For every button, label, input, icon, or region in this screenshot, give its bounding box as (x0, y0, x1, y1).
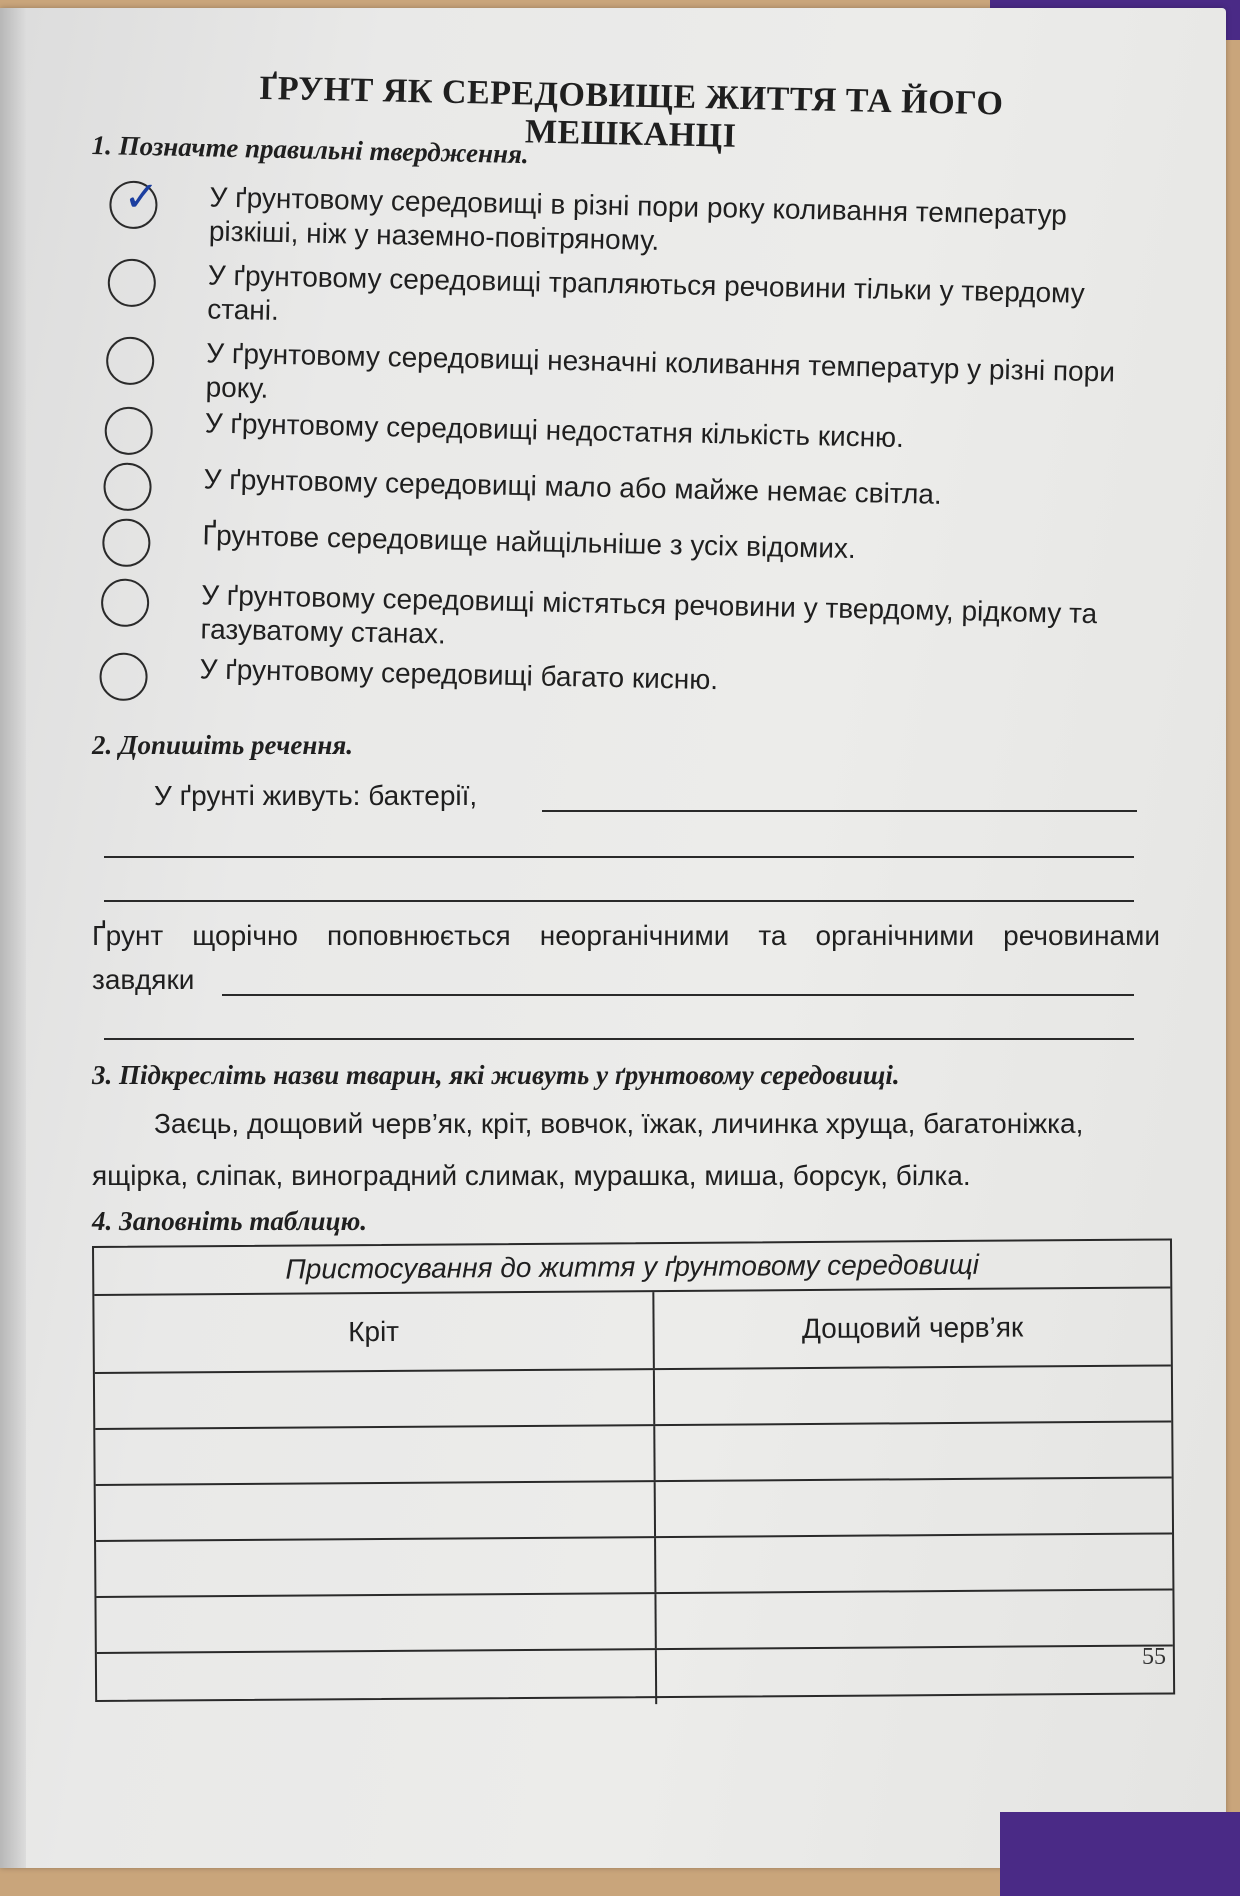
table-cell[interactable] (96, 1482, 656, 1540)
task3-heading: 3. Підкресліть назви тварин, які живуть у ґрунтовому середовищі. (92, 1060, 900, 1090)
table-cell[interactable] (656, 1590, 1172, 1648)
answer-circle[interactable] (106, 336, 155, 385)
table-cell[interactable] (656, 1478, 1172, 1536)
task1-heading: 1. Позначте правильні твердження. (91, 130, 530, 170)
check-mark-icon: ✓ (123, 171, 160, 222)
answer-circle[interactable] (103, 462, 152, 511)
adaptation-table (92, 1238, 1175, 1702)
table-row (95, 1422, 1171, 1486)
table-cell[interactable] (95, 1370, 655, 1428)
statement-list (81, 171, 1152, 724)
answer-line[interactable] (222, 994, 1134, 996)
statement-text: Ґрунтове середовище найщільніше з усіх відомих. (202, 519, 857, 565)
table-row (95, 1366, 1171, 1430)
table-row (96, 1590, 1172, 1654)
answer-circle[interactable] (102, 518, 151, 567)
answer-line[interactable] (104, 1038, 1134, 1040)
table-cell[interactable] (655, 1366, 1171, 1424)
column-header-earthworm: Дощовий черв’як (801, 1311, 1024, 1345)
page-number: 55 (1142, 1644, 1166, 1670)
animal-list[interactable]: Заєць, дощовий черв’як, кріт, вовчок, їжак, личинка хруща, багатоніжка, ящірка, сліпак, виноградний слимак, мурашка, миша, борсук, білка. (92, 1108, 1084, 1191)
table-cell[interactable] (96, 1538, 656, 1596)
statement-text: У ґрунтовому середовищі незначні коливання температур у різні пори року. (205, 337, 1116, 404)
table-cell[interactable] (655, 1422, 1171, 1480)
table-cell[interactable] (96, 1594, 656, 1652)
workbook-page (0, 8, 1226, 1868)
task4-heading: 4. Заповніть таблицю. (92, 1206, 368, 1236)
answer-circle[interactable] (107, 258, 156, 307)
table-row (96, 1534, 1172, 1598)
page-title: ҐРУНТ ЯК СЕРЕДОВИЩЕ ЖИТТЯ ТА ЙОГО МЕШКАНЦІ (259, 69, 1004, 155)
answer-circle[interactable] (101, 578, 150, 627)
sentence-soil: Ґрунт щорічно поповнюється неорганічними та органічними речовинами (92, 920, 1160, 951)
answer-line[interactable] (104, 856, 1134, 858)
column-header-mole: Кріт (94, 1292, 655, 1372)
table-cell[interactable] (656, 1534, 1172, 1592)
answer-line[interactable] (104, 900, 1134, 902)
statement-7[interactable] (82, 576, 1143, 664)
table-header-row (94, 1288, 1171, 1374)
task2-heading: 2. Допишіть речення. (92, 730, 353, 760)
table-row (96, 1478, 1172, 1542)
purple-folder-bottom (1000, 1812, 1240, 1896)
statement-text: У ґрунтовому середовищі мало або майже немає світла. (203, 463, 943, 510)
statement-text: У ґрунтовому середовищі в різні пори року коливання температур різкіші, ніж у наземно-повітряному. (208, 181, 1068, 256)
table-cell[interactable] (95, 1426, 655, 1484)
statement-2[interactable] (89, 256, 1150, 348)
table-row (97, 1646, 1173, 1708)
table-caption: Пристосування до життя у ґрунтовому середовищі (94, 1240, 1170, 1296)
statement-1[interactable] (91, 171, 1152, 270)
statement-text: У ґрунтовому середовищі трапляються речовини тільки у твердому стані. (206, 259, 1085, 326)
statement-text: У ґрунтовому середовищі багато кисню. (199, 653, 719, 696)
table-cell[interactable] (657, 1646, 1173, 1704)
answer-circle[interactable] (99, 652, 148, 701)
statement-text: У ґрунтовому середовищі містяться речовини у твердому, рідкому та газуватому станах. (200, 579, 1098, 650)
table-cell[interactable] (97, 1650, 657, 1708)
answer-circle[interactable] (104, 406, 153, 455)
answer-line[interactable] (542, 810, 1137, 812)
statement-text: У ґрунтовому середовищі недостатня кількість кисню. (204, 407, 905, 454)
statement-3[interactable] (87, 334, 1148, 418)
sentence-soil-end: завдяки (92, 964, 195, 995)
sentence-bacteria: У ґрунті живуть: бактерії, (154, 780, 478, 811)
